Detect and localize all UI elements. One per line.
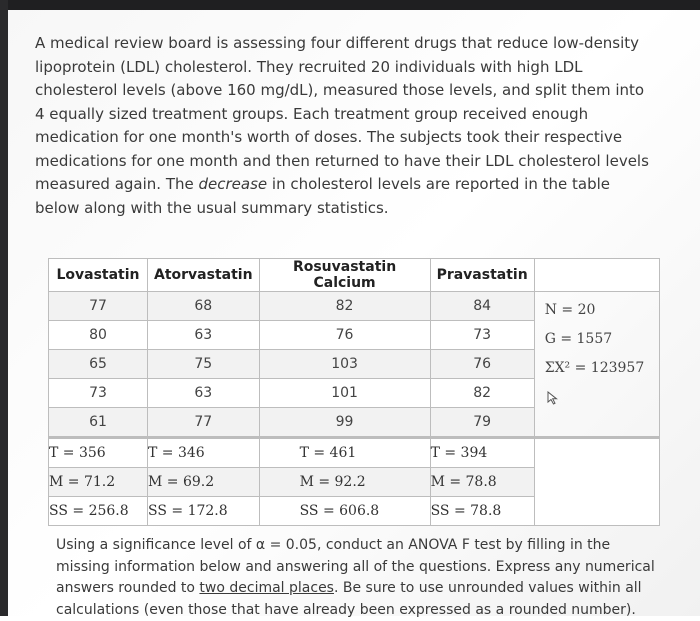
stat-g: G = 1557 <box>544 331 613 347</box>
cell-rosuvastatin: 99 <box>259 408 430 438</box>
cell-pravastatin: 73 <box>430 321 534 350</box>
ss-atorvastatin: SS = 172.8 <box>148 497 260 526</box>
header-atorvastatin: Atorvastatin <box>148 259 260 292</box>
problem-intro <box>35 32 655 220</box>
top-dark-strip <box>0 0 700 10</box>
intro-emphasis: decrease <box>198 175 268 193</box>
cell-pravastatin: 79 <box>430 408 534 438</box>
ss-rosuvastatin: SS = 606.8 <box>259 497 430 526</box>
intro-text-2: in cholesterol levels are reported in the table below along with the usual summary statistics. <box>35 175 610 217</box>
cholesterol-data-table <box>48 258 660 526</box>
left-dark-strip <box>0 0 8 616</box>
cell-lovastatin: 80 <box>49 321 148 350</box>
header-pravastatin: Pravastatin <box>430 259 534 292</box>
cell-pravastatin: 76 <box>430 350 534 379</box>
total-pravastatin: T = 394 <box>430 438 534 468</box>
cell-lovastatin: 65 <box>49 350 148 379</box>
table-row <box>49 292 660 321</box>
stat-n: N = 20 <box>544 302 596 318</box>
ss-pravastatin: SS = 78.8 <box>430 497 534 526</box>
header-stats-blank <box>534 259 659 292</box>
cell-rosuvastatin: 101 <box>259 379 430 408</box>
instructions-text <box>56 535 656 621</box>
header-rosuvastatin: Rosuvastatin Calcium <box>259 259 430 292</box>
mean-lovastatin: M = 71.2 <box>49 468 148 497</box>
summary-stats-blank <box>534 438 659 526</box>
cell-lovastatin: 73 <box>49 379 148 408</box>
ss-lovastatin: SS = 256.8 <box>49 497 148 526</box>
cell-atorvastatin: 63 <box>148 379 260 408</box>
cell-rosuvastatin: 103 <box>259 350 430 379</box>
total-rosuvastatin: T = 461 <box>259 438 430 468</box>
cell-pravastatin: 82 <box>430 379 534 408</box>
problem-page <box>8 10 700 616</box>
mean-pravastatin: M = 78.8 <box>430 468 534 497</box>
cell-atorvastatin: 77 <box>148 408 260 438</box>
mean-atorvastatin: M = 69.2 <box>148 468 260 497</box>
cell-atorvastatin: 68 <box>148 292 260 321</box>
mouse-cursor-icon <box>547 391 559 409</box>
instructions-underlined: two decimal places <box>199 580 334 596</box>
cell-pravastatin: 84 <box>430 292 534 321</box>
stat-sum-x-squared: ΣX² = 123957 <box>544 360 645 376</box>
cell-rosuvastatin: 76 <box>259 321 430 350</box>
cell-rosuvastatin: 82 <box>259 292 430 321</box>
instructions-text-1: Using a significance level of α = 0.05, conduct an ANOVA F test by filling in the missing information below and answering all of the questions. Express any numerical answers rounded to <box>56 537 655 596</box>
cell-lovastatin: 61 <box>49 408 148 438</box>
cell-lovastatin: 77 <box>49 292 148 321</box>
instructions-text-2: . Be sure to use unrounded values within all calculations (even those that have already been expressed as a rounded number). <box>56 580 642 618</box>
table-header-row <box>49 259 660 292</box>
total-atorvastatin: T = 346 <box>148 438 260 468</box>
total-lovastatin: T = 356 <box>49 438 148 468</box>
header-lovastatin: Lovastatin <box>49 259 148 292</box>
totals-row <box>49 438 660 468</box>
cell-atorvastatin: 63 <box>148 321 260 350</box>
mean-rosuvastatin: M = 92.2 <box>259 468 430 497</box>
intro-text-1: A medical review board is assessing four different drugs that reduce low-density lipoprotein (LDL) cholesterol. They recruited 20 individuals with high LDL cholesterol levels (above 160 mg/dL), measured those levels, and split them into 4 equally sized treatment groups. Each treatment group received enough medication for one month's worth of doses. The subjects took their respective medications for one month and then returned to have their LDL cholesterol levels measured again. The <box>35 34 649 193</box>
summary-stats-cell <box>534 292 659 438</box>
cell-atorvastatin: 75 <box>148 350 260 379</box>
